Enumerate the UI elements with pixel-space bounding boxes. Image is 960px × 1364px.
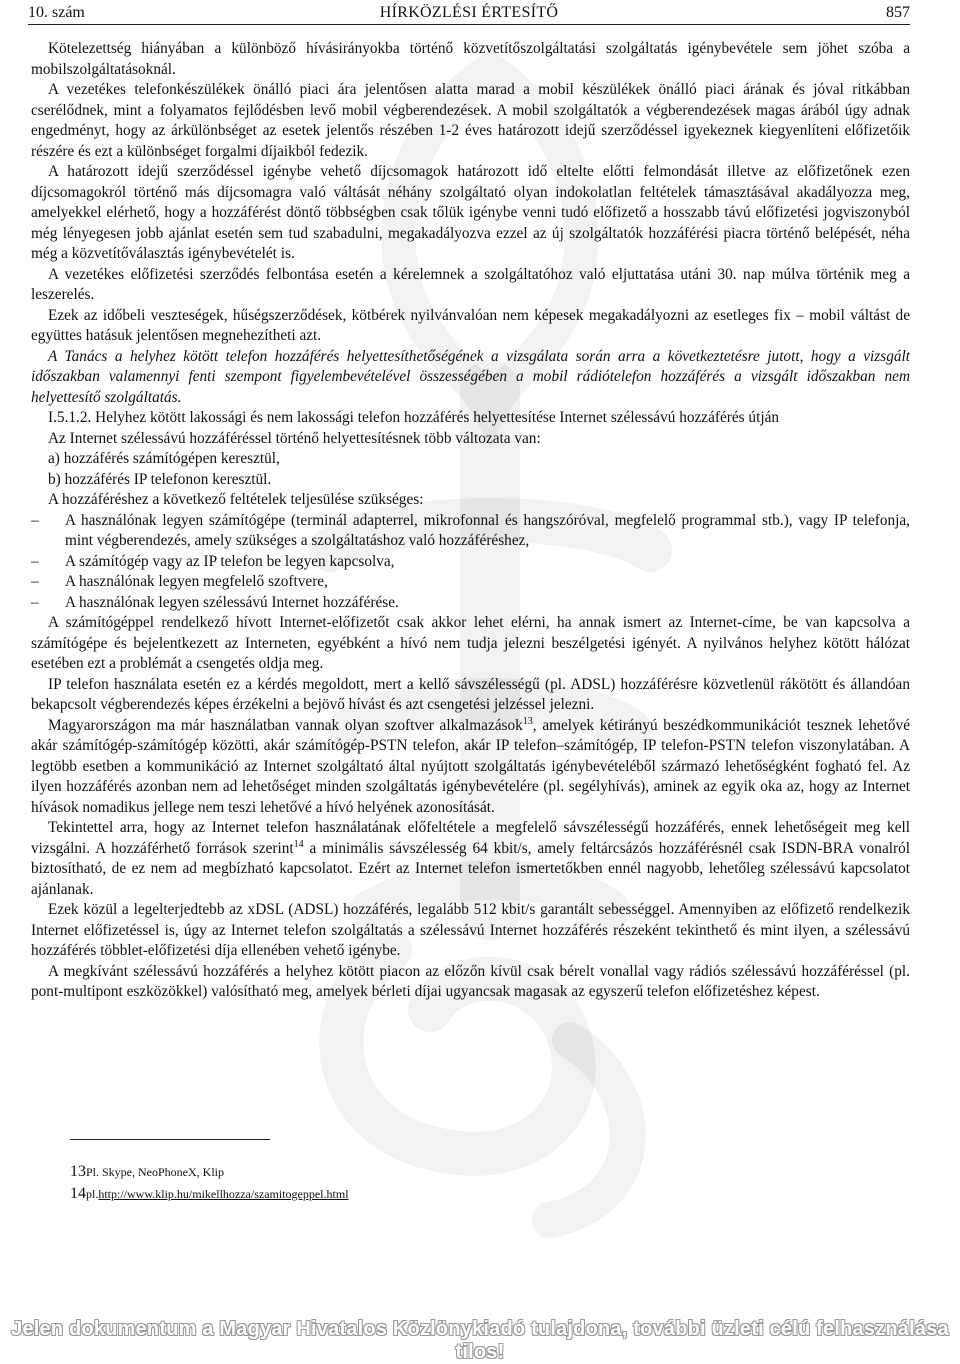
paragraph-text: Magyarországon ma már használatban vannak olyan szoftver alkalmazások	[48, 716, 523, 734]
paragraph: IP telefon használata esetén ez a kérdés megoldott, mert a kellő sávszélességű (pl. ADSL) hozzáférésre közvetlenül rákötött és állandóan bekapcsolt végberendezés képes érzékelni a bejövő hívást és azt csengetési jelzéssel jelezni.	[31, 675, 910, 713]
paragraph-text: a minimális sávszélesség 64 kbit/s, amely feltárcsázós hozzáférésnél csak ISDN-BRA vonalról biztosítható, de ez nem ad megbízható kapcsolatot. Ezért az Internet telefon ismertetőkben ennél nagyobb, lehetőleg szélessávú kapcsolatot ajánlanak.	[31, 839, 910, 898]
copyright-notice: Jelen dokumentum a Magyar Hivatalos Közlönykiadó tulajdona, további üzleti célú felhasználása tilos!	[11, 1318, 949, 1363]
condition-text: A használónak legyen számítógépe (terminál adapterrel, mikrofonnal és hangszóróval, megfelelő programmal stb.), vagy IP telefonja, mint végberendezés, amely szükséges a szolgáltatáshoz való hozzáféréshez,	[65, 511, 910, 549]
condition-text: A számítógép vagy az IP telefon be legyen kapcsolva,	[65, 552, 395, 570]
dash-bullet: –	[31, 552, 39, 570]
paragraph: Az Internet szélessávú hozzáféréssel történő helyettesítésnek több változata van:	[48, 429, 541, 447]
footnote-ref[interactable]: 14	[293, 838, 304, 850]
condition-item	[31, 572, 910, 593]
paragraph-text: Tekintettel arra, hogy az Internet telefon használatának előfeltétele a megfelelő sávszélességű hozzáférés, ennek lehetőségeit meg kell vizsgálni. A hozzáférhető források szerint	[31, 819, 910, 857]
list-item: b) hozzáférés IP telefonon keresztül.	[48, 470, 272, 488]
paragraph: A megkívánt szélessávú hozzáférés a helyhez kötött piacon az előzőn kívül csak bérelt vonallal vagy rádiós szélessávú hozzáféréssel (pl. pont-multipont eszközökkel) valósítható meg, amelyek bérleti díjai ugyancsak magasak az egyszerű telefon előfizetéshez képest.	[31, 962, 910, 1000]
paragraph: Kötelezettség hiányában a különböző hívásirányokba történő közvetítőszolgáltatási szolgáltatás igénybevétele sem jöhet szóba a mobilszolgáltatásoknál.	[31, 40, 910, 78]
dash-bullet: –	[31, 511, 39, 529]
dash-bullet: –	[31, 573, 39, 590]
footnote-link[interactable]: http://www.klip.hu/mikellhozza/szamitogeppel.html	[98, 1187, 349, 1201]
paragraph: A számítógéppel rendelkező hívott Internet-előfizetőt csak akkor lehet elérni, ha annak ismert az Internet-címe, be van kapcsolva a számítógépe és bejelentkezett az Interneten, egyébként a hívó nem tudja jelezni beszélgetési igényét. A nyilvános helyhez kötött hálózat esetében ezt a problémát a csengetés oldja meg.	[31, 614, 910, 672]
condition-item	[31, 552, 910, 573]
footnote-ref[interactable]: 13	[522, 715, 533, 727]
footnote-number: 14	[70, 1185, 86, 1202]
footnote-rule	[70, 1139, 270, 1140]
header-rule	[28, 24, 910, 25]
issue-number: 10. szám	[28, 4, 85, 21]
footnote	[70, 1164, 224, 1180]
page-number: 857	[886, 4, 910, 21]
paragraph: Ezek közül a legelterjedtebb az xDSL (ADSL) hozzáférés, legalább 512 kbit/s garantált sebességgel. Amennyiben az előfizető rendelkezik Internet előfizetéssel is, úgy az Internet telefon szolgáltatás a szélessávú Internet hozzáférés részeként tekinthető és mint ilyen, a szélessávú hozzáférés többlet-előfizetési díja ellenében vehető igénybe.	[31, 901, 910, 959]
council-conclusion: A Tanács a helyhez kötött telefon hozzáférés helyettesíthetőségének a vizsgálata során arra a következtetésre jutott, hogy a vizsgált időszakban valamennyi fenti szempont figyelembevételével összességében a mobil rádiótelefon hozzáférés a vizsgált időszakban nem helyettesítő szolgáltatás.	[31, 347, 910, 406]
paragraph: A vezetékes telefonkészülékek önálló piaci ára jelentősen alatta marad a mobil készülékek önálló piaci árának és jóval ritkábban cserélődnek, mint a folyamatos fejlődésben levő mobil végberendezések. A mobil szolgáltatók a végberendezések magas árából úgy adnak engedményt, hogy az árkülönbséget az esetek jelentős részében 1-2 éves határozott idejű szerződéssel igyekeznek kiegyenlíteni előfizetőik részére és ezt a különbséget forgalmi díjaikból fedezik.	[31, 81, 910, 160]
page-header	[28, 4, 910, 24]
footnote-number: 13	[70, 1163, 86, 1180]
condition-item	[31, 593, 910, 614]
section-heading: I.5.1.2. Helyhez kötött lakossági és nem lakossági telefon hozzáférés helyettesítése Internet szélessávú hozzáférés útján	[48, 409, 780, 426]
footnote	[70, 1186, 349, 1202]
list-item: a) hozzáférés számítógépen keresztül,	[48, 450, 280, 467]
condition-item	[31, 511, 910, 552]
paragraph: Ezek az időbeli veszteségek, hűségszerződések, kötbérek nyilvánvalóan nem képesek megakadályozni az esetleges fix – mobil váltást de együttes hatásuk jelentősen megnehezítheti azt.	[31, 306, 910, 344]
footnote-text: Pl. Skype, NeoPhoneX, Klip	[86, 1165, 224, 1179]
paragraph: A vezetékes előfizetési szerződés felbontása esetén a kérelemnek a szolgáltatóhoz való eljuttatása utáni 30. nap múlva történik meg a leszerelés.	[31, 265, 910, 303]
dash-bullet: –	[31, 593, 39, 611]
paragraph: A hozzáféréshez a következő feltételek teljesülése szükséges:	[48, 491, 424, 508]
paragraph	[31, 716, 910, 819]
footnote-prefix: pl.	[86, 1187, 99, 1201]
condition-text: A használónak legyen megfelelő szoftvere,	[65, 573, 328, 590]
publication-title: HÍRKÖZLÉSI ÉRTESÍTŐ	[379, 4, 559, 21]
paragraph-text: , amelyek kétirányú beszédkommunikációt tesznek lehetővé akár számítógép-számítógép közötti, akár számítógép-PSTN telefon, akár IP telefon–számítógép, IP telefon-PSTN telefon viszonylatában. A legtöbb esetben a kommunikáció az Internet szolgáltató által nyújtott szolgáltatás igénybevételéből származó lehetőségként fogható fel. Az ilyen hozzáférés azonban nem ad lehetőséget minden szolgáltatás igénybevételére (pl. segélyhívás), aminek az egyik oka az, hogy az Internet hívások nomadikus jellege nem teszi lehetővé a hívó helyének azonosítását.	[31, 716, 910, 816]
paragraph	[31, 818, 910, 900]
document-body	[31, 39, 910, 1003]
condition-text: A használónak legyen szélessávú Internet hozzáférése.	[65, 593, 399, 611]
paragraph: A határozott idejű szerződéssel igénybe vehető díjcsomagok határozott idő eltelte előtti felmondását illetve az előfizetőnek ezen díjcsomagokról történő más díjcsomagra való váltását néhány szolgáltató olyan indokolatlan feltételek támasztásával akadályozza meg, amelyekkel elérhető, hogy a hozzáférést döntő többségben csak tőlük igénybe venni tudó előfizető a hosszabb távú előfizetési jogviszonyból még lényegesen jobb ajánlat esetén sem tud szabadulni, megakadályozva ezzel az új szolgáltatók hozzáférési piacra történő belépését, néha még a közvetítőválasztás igénybevételét is.	[31, 163, 910, 262]
